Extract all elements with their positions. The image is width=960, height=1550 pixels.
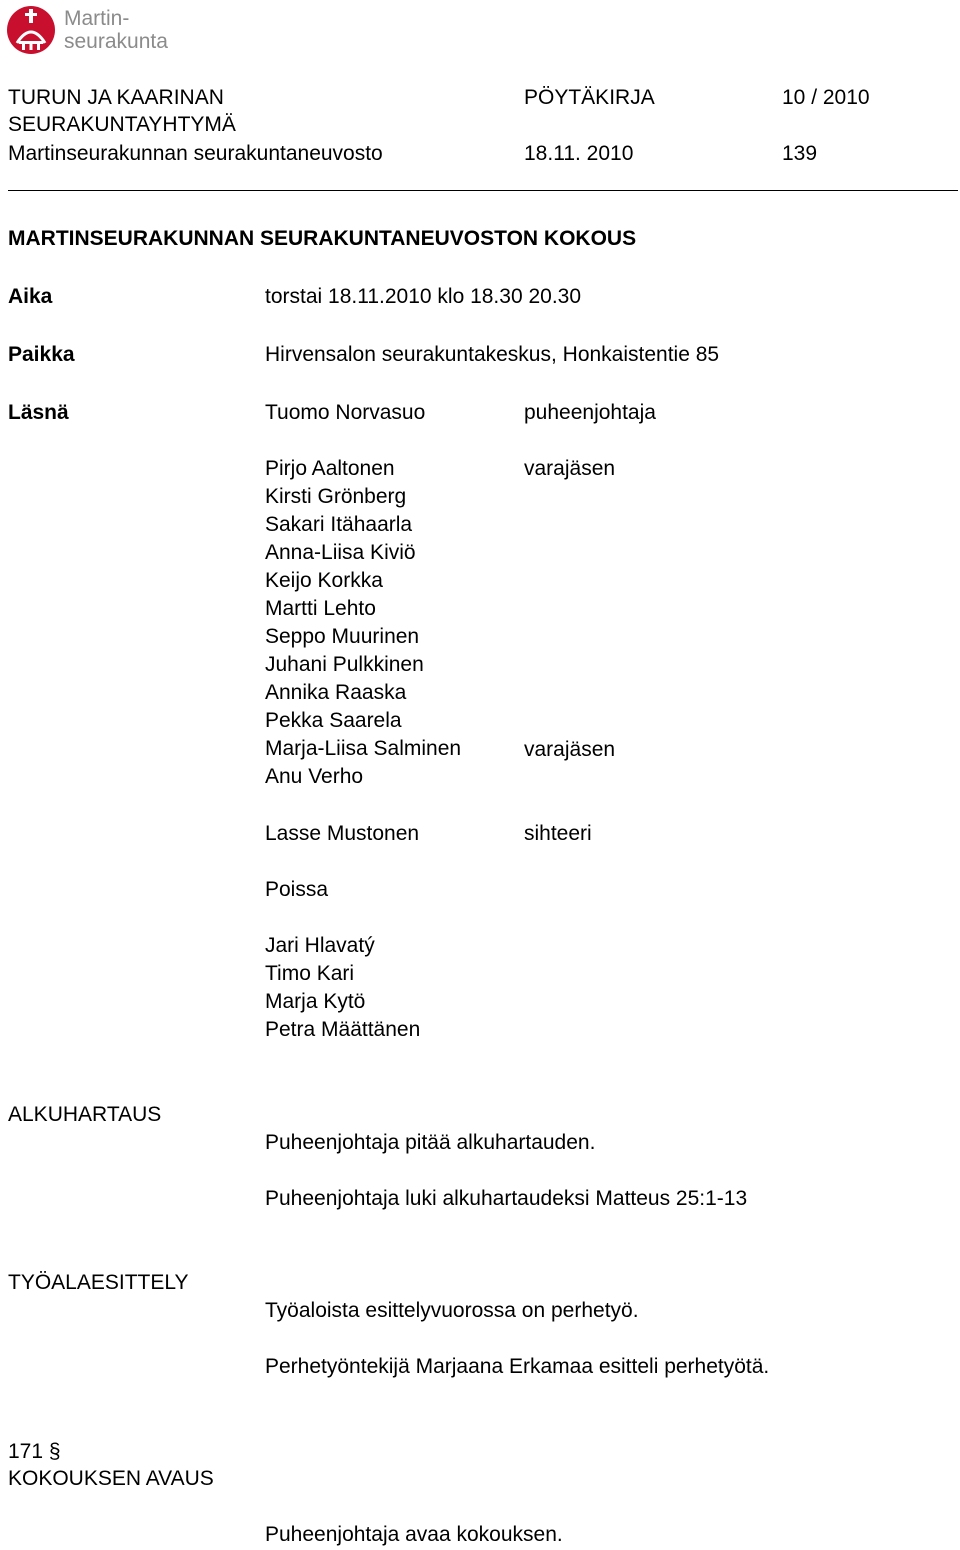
- place-label: Paikka: [8, 343, 75, 366]
- member-role-deputy: varajäsen: [524, 457, 616, 480]
- member-role-deputy: varajäsen: [524, 738, 616, 761]
- present-label: Läsnä: [8, 401, 69, 424]
- list-item: Kirsti Grönberg: [265, 485, 407, 508]
- martinseurakunta-logo: [6, 3, 196, 57]
- document-number: 10 / 2010: [782, 86, 870, 109]
- work-presentation-text-1: Työaloista esittelyvuorossa on perhetyö.: [265, 1299, 639, 1322]
- list-item: Petra Määttänen: [265, 1018, 421, 1041]
- list-item: Timo Kari: [265, 962, 355, 985]
- organization-line-2: SEURAKUNTAYHTYMÄ: [8, 113, 236, 136]
- time-value: torstai 18.11.2010 klo 18.30 20.30: [265, 285, 582, 308]
- page-number: 139: [782, 142, 818, 165]
- devotion-text-1: Puheenjohtaja pitää alkuhartauden.: [265, 1131, 596, 1154]
- list-item: Anna-Liisa Kiviö: [265, 541, 416, 564]
- devotion-text-2: Puheenjohtaja luki alkuhartaudeksi Matteus 25:1-13: [265, 1187, 748, 1210]
- list-item: Pirjo Aaltonen: [265, 457, 395, 480]
- list-item: Jari Hlavatý: [265, 934, 375, 957]
- list-item: Juhani Pulkkinen: [265, 653, 424, 676]
- devotion-heading: ALKUHARTAUS: [8, 1103, 162, 1126]
- meeting-date: 18.11. 2010: [524, 142, 634, 165]
- organization-line-1: TURUN JA KAARINAN: [8, 86, 224, 109]
- header-divider: [8, 190, 958, 191]
- list-item: Annika Raaska: [265, 681, 407, 704]
- chair-name: Tuomo Norvasuo: [265, 401, 426, 424]
- work-presentation-heading: TYÖALAESITTELY: [8, 1271, 189, 1294]
- list-item: Martti Lehto: [265, 597, 376, 620]
- absent-list: [265, 932, 420, 1044]
- church-emblem-icon: [6, 3, 56, 57]
- list-item: Pekka Saarela: [265, 709, 402, 732]
- logo-text: [64, 7, 168, 53]
- list-item: Sakari Itähaarla: [265, 513, 413, 536]
- section-heading: KOKOUKSEN AVAUS: [8, 1467, 214, 1490]
- work-presentation-text-2: Perhetyöntekijä Marjaana Erkamaa esitteli perhetyötä.: [265, 1355, 770, 1378]
- time-label: Aika: [8, 285, 53, 308]
- document-type: PÖYTÄKIRJA: [524, 86, 655, 109]
- meeting-title: MARTINSEURAKUNNAN SEURAKUNTANEUVOSTON KOKOUS: [8, 227, 637, 250]
- place-value: Hirvensalon seurakuntakeskus, Honkaistentie 85: [265, 343, 720, 366]
- secretary-name: Lasse Mustonen: [265, 822, 420, 845]
- section-number: 171 §: [8, 1440, 61, 1463]
- list-item: Marja Kytö: [265, 990, 366, 1013]
- member-list: [265, 455, 461, 791]
- absent-label: Poissa: [265, 878, 329, 901]
- list-item: Anu Verho: [265, 765, 364, 788]
- list-item: Seppo Muurinen: [265, 625, 420, 648]
- secretary-role: sihteeri: [524, 822, 592, 845]
- chair-role: puheenjohtaja: [524, 401, 656, 424]
- board-name: Martinseurakunnan seurakuntaneuvosto: [8, 142, 383, 165]
- list-item: Keijo Korkka: [265, 569, 383, 592]
- logo-line-1: Martin-: [64, 7, 130, 30]
- logo-line-2: seurakunta: [64, 30, 168, 53]
- list-item: Marja-Liisa Salminen: [265, 737, 462, 760]
- section-text: Puheenjohtaja avaa kokouksen.: [265, 1523, 563, 1546]
